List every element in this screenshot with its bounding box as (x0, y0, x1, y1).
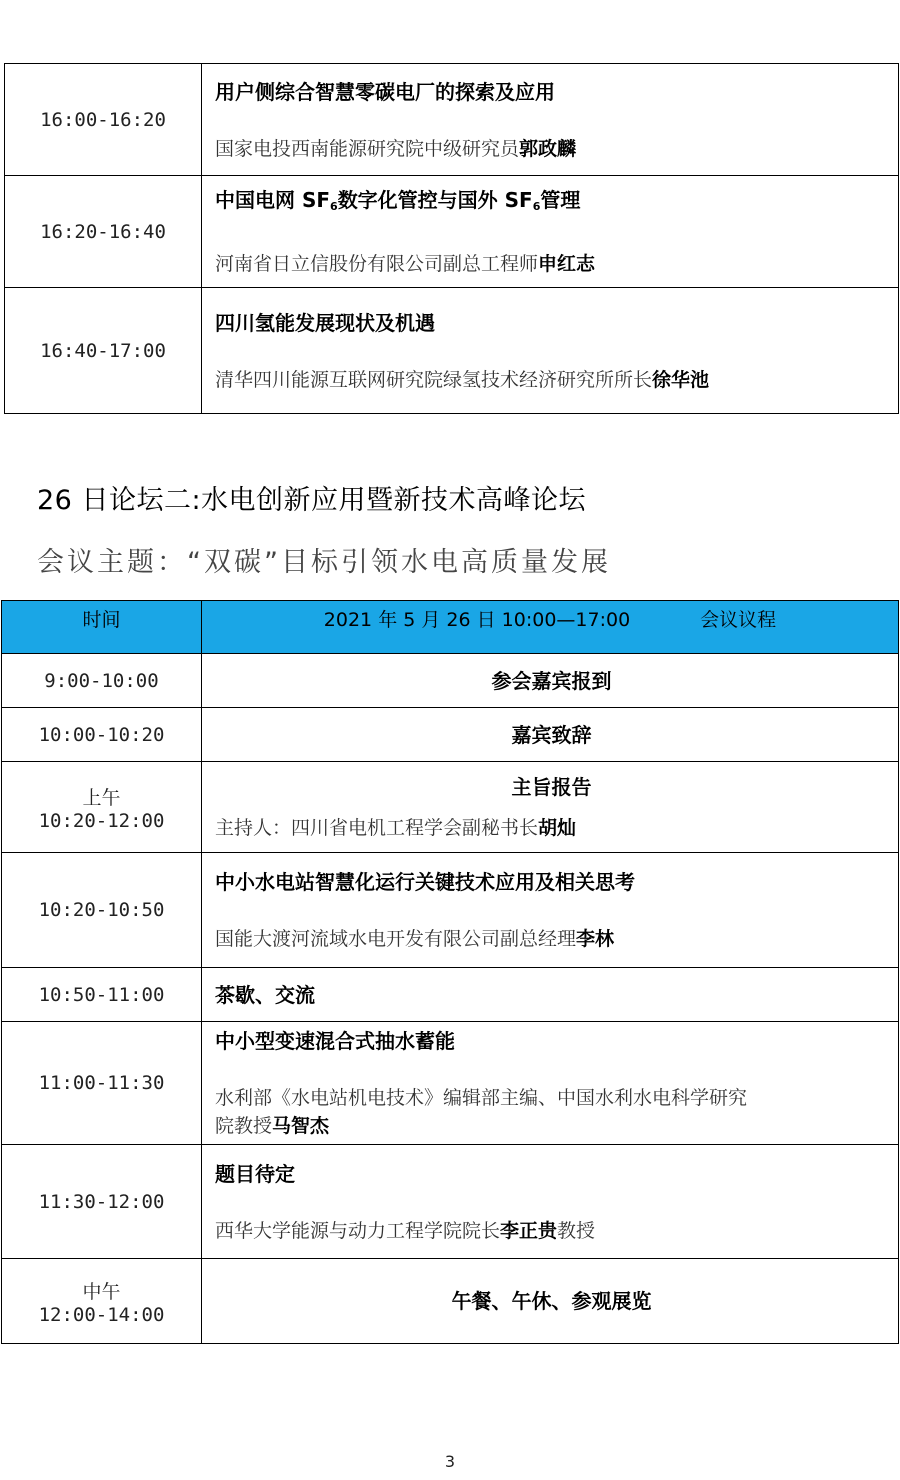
time-cell: 上午 10:20-12:00 (2, 762, 202, 853)
time-cell: 10:50-11:00 (2, 968, 202, 1022)
forum-title: 26 日论坛二:水电创新应用暨新技术高峰论坛 (37, 485, 587, 516)
content-cell: 茶歇、交流 (202, 968, 899, 1022)
schedule-table-1 (4, 63, 899, 414)
period-label: 中午 (82, 1280, 121, 1303)
forum-theme: 会议主题：“双碳”目标引领水电高质量发展 (37, 547, 611, 578)
time-cell: 16:00-16:20 (5, 64, 202, 176)
speaker-line: 西华大学能源与动力工程学院院长李正贵教授 (215, 1219, 596, 1242)
content-cell (202, 288, 899, 414)
speaker-line: 国能大渡河流域水电开发有限公司副总经理李林 (215, 928, 615, 950)
content-cell (202, 176, 899, 288)
table-row (2, 1145, 899, 1259)
table-row (5, 64, 899, 176)
time-cell: 9:00-10:00 (2, 654, 202, 708)
content-cell (202, 853, 899, 968)
time-cell: 11:30-12:00 (2, 1145, 202, 1259)
speaker-name: 马智杰 (272, 1115, 330, 1137)
host-name: 胡灿 (538, 817, 577, 839)
content-cell: 午餐、午休、参观展览 (202, 1259, 899, 1344)
time-cell: 16:40-17:00 (5, 288, 202, 414)
speaker-org: 国家电投西南能源研究院中级研究员 (215, 137, 520, 160)
table-row (2, 654, 899, 708)
speaker-line: 水利部《水电站机电技术》编辑部主编、中国水利水电科学研究 院教授马智杰 (215, 1087, 748, 1137)
time-cell: 11:00-11:30 (2, 1022, 202, 1145)
table-row (2, 1022, 899, 1145)
speaker-name: 李林 (576, 928, 615, 950)
speaker-org: 清华四川能源互联网研究院绿氢技术经济研究所所长 (215, 368, 653, 391)
table-row (2, 708, 899, 762)
speaker-line (215, 135, 888, 163)
table-row (2, 1259, 899, 1344)
speaker-line (215, 366, 888, 394)
speaker-name: 徐华池 (652, 368, 710, 391)
content-cell: 参会嘉宾报到 (202, 654, 899, 708)
header-time: 时间 (2, 601, 202, 654)
header-agenda: 2021 年 5 月 26 日 10:00—17:00 会议议程 (202, 601, 899, 654)
page-number: 3 (444, 1452, 456, 1471)
talk-title: 中小水电站智慧化运行关键技术应用及相关思考 (215, 870, 635, 894)
table-row (2, 853, 899, 968)
talk-title: 中小型变速混合式抽水蓄能 (215, 1029, 455, 1053)
content-cell: 嘉宾致辞 (202, 708, 899, 762)
time-cell: 10:00-10:20 (2, 708, 202, 762)
host-line: 主持人：四川省电机工程学会副秘书长胡灿 (215, 817, 577, 839)
session-title: 主旨报告 (511, 775, 592, 799)
schedule-table-2 (1, 600, 899, 1344)
time-cell: 10:20-10:50 (2, 853, 202, 968)
table-row (5, 288, 899, 414)
time-cell: 中午 12:00-14:00 (2, 1259, 202, 1344)
period-label: 上午 (82, 786, 121, 809)
table-row (5, 176, 899, 288)
talk-title: 中国电网 $SF_6$数字化管控与国外 $SF_6$管理 (215, 188, 581, 213)
speaker-line (215, 250, 888, 278)
speaker-name: 郭政麟 (519, 137, 577, 160)
talk-title: 题目待定 (215, 1161, 295, 1186)
time-cell: 16:20-16:40 (5, 176, 202, 288)
content-cell (202, 762, 899, 853)
speaker-name: 李正贵 (500, 1219, 558, 1242)
table-row (2, 762, 899, 853)
content-cell (202, 64, 899, 176)
talk-title: 四川氢能发展现状及机遇 (215, 310, 435, 335)
talk-title: 用户侧综合智慧零碳电厂的探索及应用 (215, 79, 555, 104)
content-cell (202, 1145, 899, 1259)
table-header-row (2, 601, 899, 654)
speaker-name: 申红志 (538, 253, 596, 275)
content-cell (202, 1022, 899, 1145)
speaker-org: 河南省日立信股份有限公司副总工程师 (215, 253, 539, 275)
table-row (2, 968, 899, 1022)
